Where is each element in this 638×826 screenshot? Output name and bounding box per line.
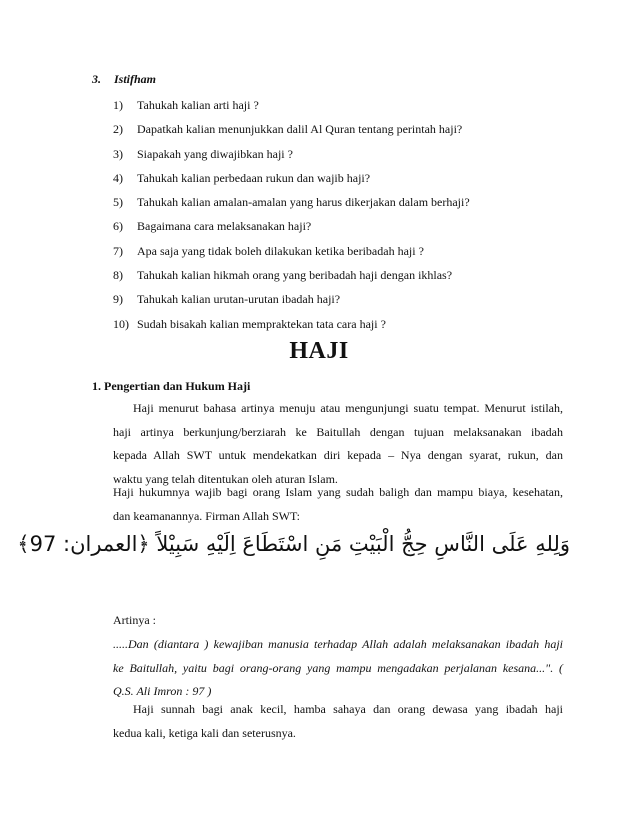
translation-label: Artinya : xyxy=(113,613,156,627)
question-item: 5) Tahukah kalian amalan-amalan yang harus dikerjakan dalam berhaji? xyxy=(113,195,470,210)
paragraph-line: haji artinya berkunjung/berziarah ke Baitullah dengan tujuan melaksanakan ibadah xyxy=(113,424,563,439)
verse-translation xyxy=(113,637,563,708)
paragraph-line: Haji sunnah bagi anak kecil, hamba sahaya dan orang dewasa yang ibadah haji xyxy=(133,702,563,716)
section-1-heading: 1. Pengertian dan Hukum Haji xyxy=(92,379,251,393)
section-3-title: Istifham xyxy=(114,72,157,86)
quran-verse: وَلِلهِ عَلَى النَّاسِ حِجُّ الْبَيْتِ مَنِ اسْتَطَاعَ اِلَيْهِ سَبِيْلاً ﴿العمران: 97﴾ xyxy=(17,532,570,556)
question-item: 2) Dapatkah kalian menunjukkan dalil Al Quran tentang perintah haji? xyxy=(113,122,463,137)
paragraph-line: Haji menurut bahasa artinya menuju atau mengunjungi suatu tempat. Menurut istilah, xyxy=(133,401,563,415)
law-paragraph xyxy=(113,485,563,532)
paragraph-line: dan keamanannya. Firman Allah SWT: xyxy=(113,508,301,523)
main-title: HAJI xyxy=(289,338,349,364)
question-item: 8) Tahukah kalian hikmah orang yang beribadah haji dengan ikhlas? xyxy=(113,268,453,283)
definition-paragraph xyxy=(113,401,563,495)
question-item: 9) Tahukah kalian urutan-urutan ibadah haji? xyxy=(113,292,341,307)
paragraph-line: kepada Allah SWT untuk mendekatkan diri kepada – Nya dengan syarat, rukun, dan xyxy=(113,448,563,462)
question-item: 3) Siapakah yang diwajibkan haji ? xyxy=(113,146,293,161)
section-3-heading xyxy=(92,72,156,87)
translation-line: Q.S. Ali Imron : 97 ) xyxy=(113,684,212,698)
question-item: 10) Sudah bisakah kalian mempraktekan tata cara haji ? xyxy=(113,316,386,331)
question-item: 1) Tahukah kalian arti haji ? xyxy=(113,98,259,112)
question-list xyxy=(113,98,470,341)
sunnah-paragraph xyxy=(113,702,563,749)
question-item: 7) Apa saja yang tidak boleh dilakukan ketika beribadah haji ? xyxy=(113,243,424,258)
translation-line: .....Dan (diantara ) kewajiban manusia terhadap Allah adalah melaksanakan ibadah haji xyxy=(113,637,563,651)
translation-line: ke Baitullah, yaitu bagi orang-orang yang mampu mengadakan perjalanan kesana...". ( xyxy=(113,660,563,675)
question-item: 6) Bagaimana cara melaksanakan haji? xyxy=(113,219,312,234)
section-3-number: 3. xyxy=(92,72,101,86)
paragraph-line: Haji hukumnya wajib bagi orang Islam yang sudah baligh dan mampu biaya, kesehatan, xyxy=(113,485,563,499)
question-item: 4) Tahukah kalian perbedaan rukun dan wajib haji? xyxy=(113,170,371,185)
paragraph-line: waktu yang telah ditentukan oleh aturan Islam. xyxy=(113,471,338,486)
paragraph-line: kedua kali, ketiga kali dan seterusnya. xyxy=(113,725,296,740)
